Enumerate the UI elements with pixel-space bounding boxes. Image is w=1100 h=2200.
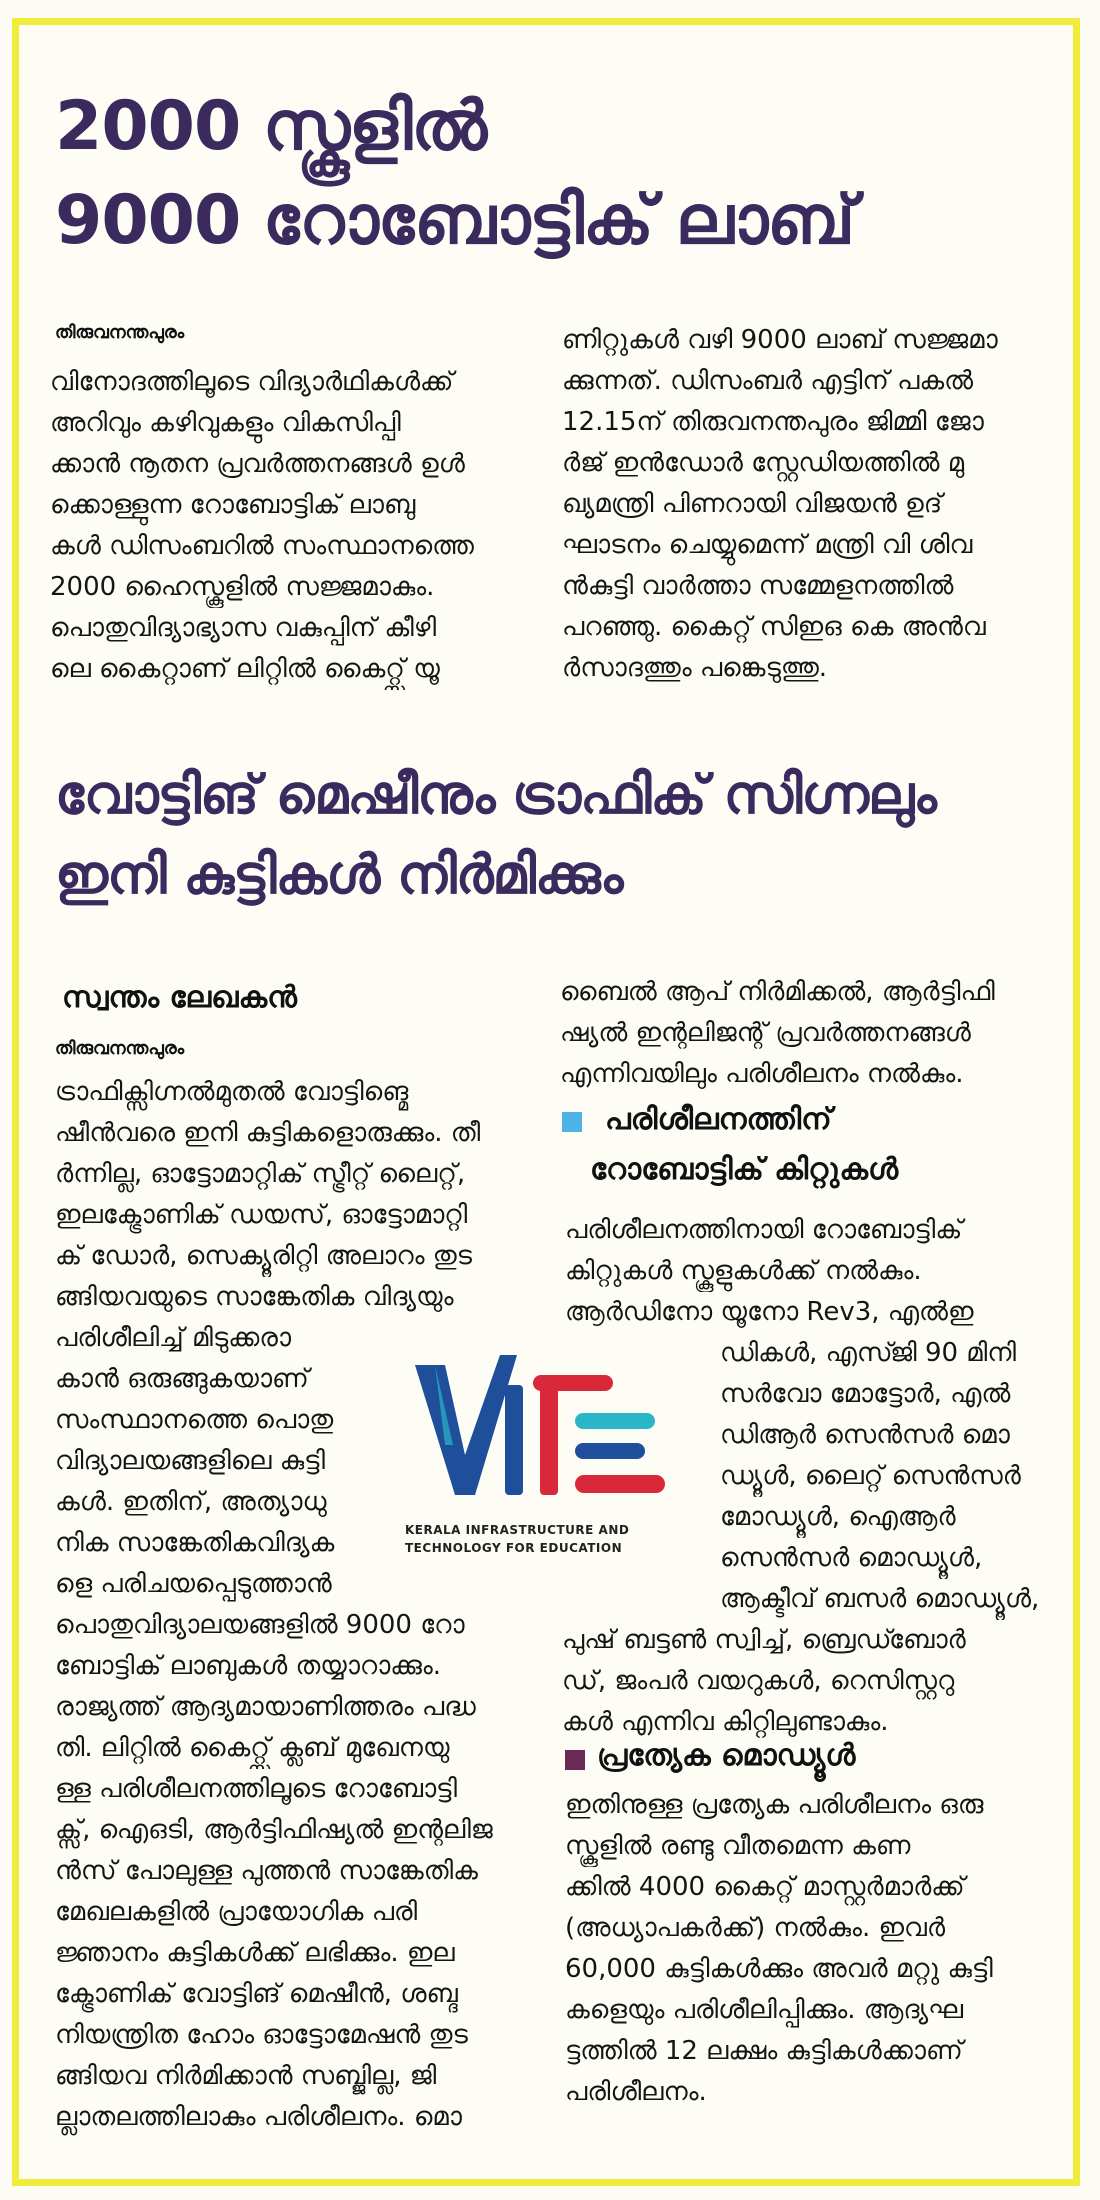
subhead-1-line-1: പരിശീലനത്തിന്	[605, 1102, 832, 1137]
text-line: ല്ലാതലത്തിലാകും പരിശീലനം. മൊ	[55, 2102, 462, 2132]
text-line: പൊതുവിദ്യാലയങ്ങളിൽ 9000 റോ	[55, 1610, 465, 1640]
text-line: ആക്ടീവ് ബസർ മൊഡ്യൂൾ,	[720, 1584, 1040, 1614]
article-2-dateline: തിരുവനന്തപുരം	[55, 1038, 185, 1059]
text-line: ക് ഡോർ, സെക്യൂരിറ്റി അലാറം തുട	[55, 1241, 472, 1271]
byline: സ്വന്തം ലേഖകൻ	[62, 980, 297, 1015]
text-line: 2000 ഹൈസ്കൂളിൽ സജ്ജമാകും.	[50, 572, 435, 602]
text-line: മേഖലകളിൽ പ്രായോഗിക പരി	[55, 1897, 418, 1927]
text-line: ഡ്യൂൾ, ലൈറ്റ് സെൻസർ	[720, 1461, 1021, 1491]
text-line: സെൻസർ മൊഡ്യൂൾ,	[720, 1543, 983, 1573]
article-1-dateline: തിരുവനന്തപുരം	[55, 322, 185, 343]
text-line: ജ്ഞാനം കുട്ടികൾക്ക് ലഭിക്കും. ഇല	[55, 1938, 455, 1968]
text-line: ക്കുന്നത്. ഡിസംബർ എട്ടിന് പകൽ	[562, 366, 974, 396]
text-line: മോഡ്യൂൾ, ഐആർ	[720, 1502, 956, 1532]
text-line: ർജ് ഇൻഡോർ സ്റ്റേഡിയത്തിൽ മു	[562, 448, 965, 478]
subhead-2-marker	[565, 1750, 585, 1770]
text-line: ലെ കൈറ്റാണ് ലിറ്റിൽ കൈറ്റ്സ് യൂ	[50, 654, 440, 684]
module-text	[565, 1785, 1060, 2113]
text-line: പറഞ്ഞു. കൈറ്റ് സിഇഒ കെ അൻവ	[562, 612, 986, 642]
text-line: വിനോദത്തിലൂടെ വിദ്യാർഥികൾക്ക്	[50, 367, 454, 397]
article-2-column-2-top	[560, 972, 1060, 1095]
text-line: വിദ്യാലയങ്ങളിലെ കുട്ടി	[55, 1446, 326, 1476]
text-line: ൻകുട്ടി വാർത്താ സമ്മേളനത്തിൽ	[562, 571, 954, 601]
article-2-column-1-top	[55, 1072, 550, 1318]
text-line: ട്രാഫിക്സിഗ്നൽമുതൽ വോട്ടിങ്മെ	[55, 1077, 409, 1107]
text-line: ഖ്യമന്ത്രി പിണറായി വിജയൻ ഉദ്	[562, 489, 943, 519]
kite-logo	[405, 1335, 665, 1565]
text-line: കിറ്റുകൾ സ്കൂളുകൾക്ക് നൽകും.	[565, 1256, 922, 1286]
kits-text-narrow	[720, 1333, 1055, 1620]
text-line: ഇലക്ട്രോണിക് ഡയസ്, ഓട്ടോമാറ്റി	[55, 1200, 468, 1230]
text-line: കൾ. ഇതിന്, അത്യാധു	[55, 1487, 327, 1517]
kite-logo-text-line-2: TECHNOLOGY FOR EDUCATION	[405, 1541, 623, 1555]
text-line: ക്ട്രോണിക് വോട്ടിങ് മെഷീൻ, ശബ്ദ	[55, 1979, 458, 2009]
text-line: (അധ്യാപകർക്ക്) നൽകും. ഇവർ	[565, 1913, 946, 1943]
text-line: ങ്ങിയവ നിർമിക്കാൻ സബ്ജില്ല, ജി	[55, 2061, 437, 2091]
text-line: ക്കിൽ 4000 കൈറ്റ് മാസ്റ്റർമാർക്ക്	[565, 1872, 965, 1902]
text-line: ഡ്, ജംപർ വയറുകൾ, റെസിസ്റ്ററു	[562, 1666, 955, 1696]
headline-1-line-1: 2000 സ്കൂളിൽ	[55, 87, 487, 166]
kite-logo-text-line-1: KERALA INFRASTRUCTURE AND	[405, 1523, 630, 1537]
text-line: ർസാദത്തും പങ്കെടുത്തു.	[562, 653, 828, 683]
text-line: ള്ള പരിശീലനത്തിലൂടെ റോബോട്ടി	[55, 1774, 458, 1804]
headline-1-line-2: 9000 റോബോട്ടിക് ലാബ്	[55, 181, 855, 260]
text-line: നിയന്ത്രിത ഹോം ഓട്ടോമേഷൻ തുട	[55, 2020, 468, 2050]
article-1-column-2	[562, 320, 1057, 689]
text-line: ഷീൻവരെ ഇനി കുട്ടികളൊരുക്കും. തീ	[55, 1118, 481, 1148]
subhead-1-line-2: റോബോട്ടിക് കിറ്റുകൾ	[590, 1152, 899, 1187]
text-line: ക്സ്, ഐഒടി, ആർട്ടിഫിഷ്യൽ ഇന്റലിജ	[55, 1815, 493, 1845]
text-line: കാൻ ഒരുങ്ങുകയാണ്	[55, 1364, 309, 1394]
text-line: സർവോ മോട്ടോർ, എൽ	[720, 1379, 1011, 1409]
text-line: ക്കൊള്ളുന്ന റോബോട്ടിക് ലാബു	[50, 490, 416, 520]
text-line: ൻസ് പോലുള്ള പുത്തൻ സാങ്കേതിക	[55, 1856, 478, 1886]
text-line: ബോട്ടിക് ലാബുകൾ തയ്യാറാക്കും.	[55, 1651, 442, 1681]
text-line: ബൈൽ ആപ് നിർമിക്കൽ, ആർട്ടിഫി	[560, 977, 995, 1007]
text-line: തി. ലിറ്റിൽ കൈറ്റ്സ് ക്ലബ് മുഖേനയു	[55, 1733, 450, 1763]
text-line: 12.15ന് തിരുവനന്തപുരം ജിമ്മി ജോ	[562, 407, 984, 437]
text-line: ങ്ങിയവയുടെ സാങ്കേതിക വിദ്യയും	[55, 1282, 454, 1312]
article-2-column-1-beside-logo	[55, 1318, 395, 1605]
text-line: പുഷ് ബട്ടൺ സ്വിച്ച്, ബ്രെഡ്ബോർ	[562, 1625, 966, 1655]
text-line: ട്ടത്തിൽ 12 ലക്ഷം കുട്ടികൾക്കാണ്	[565, 2036, 963, 2066]
text-line: അറിവും കഴിവുകളും വികസിപ്പി	[50, 408, 401, 438]
text-line: കളെയും പരിശീലിപ്പിക്കും. ആദ്യഘ	[565, 1995, 964, 2025]
text-line: എന്നിവയിലും പരിശീലനം നൽകും.	[560, 1059, 964, 1089]
text-line: പൊതുവിദ്യാഭ്യാസ വകുപ്പിന് കീഴി	[50, 613, 437, 643]
article-2-column-1-bottom	[55, 1605, 550, 2138]
text-line: പരിശീലിച്ച് മിടുക്കരാ	[55, 1323, 292, 1353]
text-line: ണിറ്റുകൾ വഴി 9000 ലാബ് സജ്ജമാ	[562, 325, 998, 355]
text-line: നിക സാങ്കേതികവിദ്യക	[55, 1528, 335, 1558]
text-line: ഡികൾ, എസ്ജി 90 മിനി	[720, 1338, 1016, 1368]
kits-text-wide	[565, 1210, 1065, 1333]
text-line: ക്കാൻ നൂതന പ്രവർത്തനങ്ങൾ ഉൾ	[50, 449, 465, 479]
text-line: ആർഡിനോ യൂനോ Rev3, എൽഇ	[565, 1297, 974, 1327]
text-line: 60,000 കുട്ടികൾക്കും അവർ മറ്റു കുട്ടി	[565, 1954, 993, 1984]
text-line: ർന്നില്ല, ഓട്ടോമാറ്റിക് സ്ട്രീറ്റ് ലൈറ്റ്,	[55, 1159, 466, 1189]
text-line: സംസ്ഥാനത്തെ പൊതു	[55, 1405, 334, 1435]
text-line: ളെ പരിചയപ്പെടുത്താൻ	[55, 1569, 332, 1599]
text-line: ഇതിനുള്ള പ്രത്യേക പരിശീലനം ഒരു	[565, 1790, 984, 1820]
text-line: ഡിആർ സെൻസർ മൊ	[720, 1420, 1010, 1450]
text-line: ഷ്യൽ ഇന്റലിജന്റ് പ്രവർത്തനങ്ങൾ	[560, 1018, 971, 1048]
text-line: പരിശീലനം.	[565, 2077, 707, 2107]
kits-text-bottom	[562, 1620, 1062, 1743]
headline-2-line-1: വോട്ടിങ് മെഷീനും ട്രാഫിക് സിഗ്നലും	[55, 763, 936, 826]
headline-2-line-2: ഇനി കുട്ടികൾ നിർമിക്കും	[55, 843, 623, 906]
subhead-2: പ്രത്യേക മൊഡ്യൂൾ	[597, 1738, 856, 1773]
text-line: രാജ്യത്ത് ആദ്യമായാണിത്തരം പദ്ധ	[55, 1692, 476, 1722]
subhead-1-marker	[562, 1112, 582, 1132]
text-line: സ്കൂളിൽ രണ്ടു വീതമെന്ന കണ	[565, 1831, 911, 1861]
kite-logo-icon	[405, 1335, 665, 1515]
text-line: കൾ എന്നിവ കിറ്റിലുണ്ടാകും.	[562, 1707, 889, 1737]
text-line: കൾ ഡിസംബറിൽ സംസ്ഥാനത്തെ	[50, 531, 474, 561]
text-line: ഘാടനം ചെയ്യുമെന്ന് മന്ത്രി വി ശിവ	[562, 530, 973, 560]
text-line: പരിശീലനത്തിനായി റോബോട്ടിക്	[565, 1215, 963, 1245]
article-1-column-1	[50, 362, 550, 690]
